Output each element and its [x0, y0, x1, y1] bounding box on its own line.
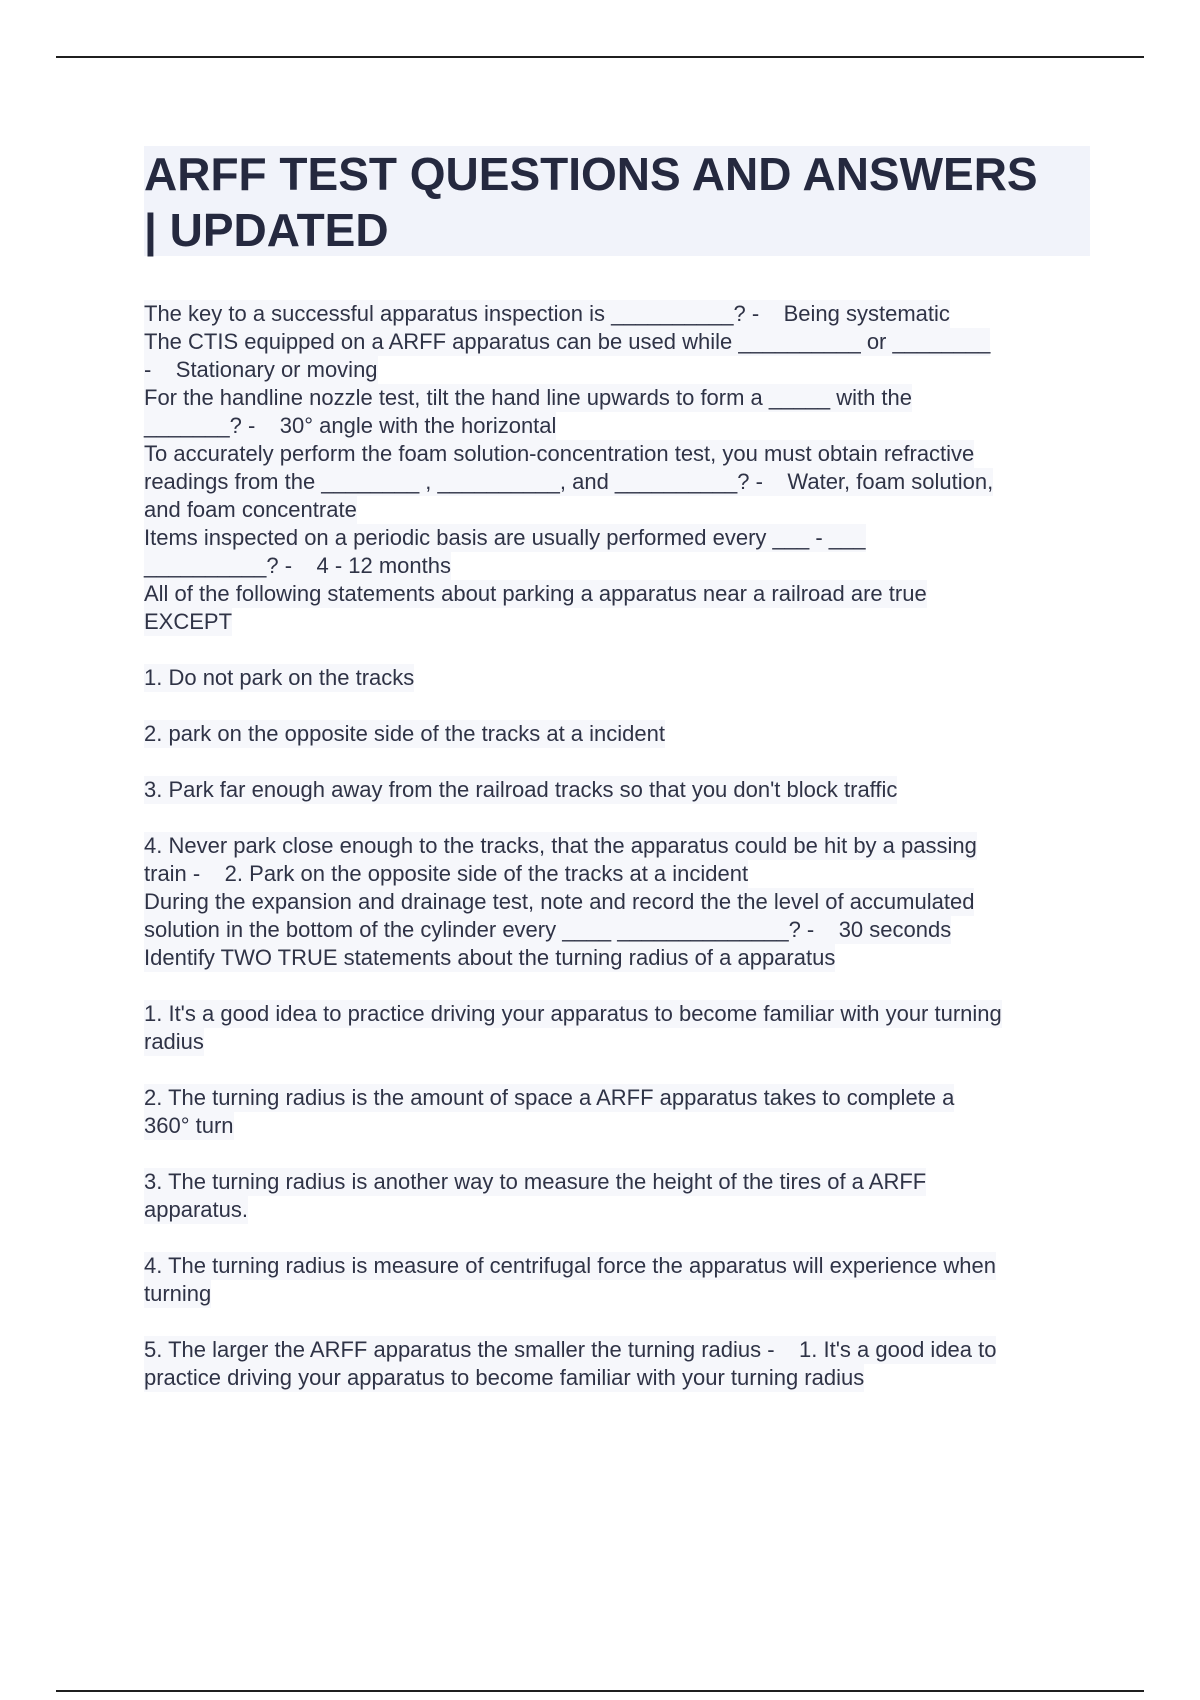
- paragraph-gap: [144, 692, 1094, 720]
- document-title: [144, 146, 1038, 258]
- text-line: apparatus.: [144, 1197, 248, 1222]
- text-line: radius: [144, 1029, 204, 1054]
- title-line-2: | UPDATED: [144, 204, 389, 256]
- text-line: EXCEPT: [144, 609, 233, 634]
- paragraph-gap: [144, 1056, 1094, 1084]
- text-line: readings from the ________ , __________, and __________? - Water, foam solution,: [144, 469, 994, 494]
- text-line: practice driving your apparatus to become familiar with your turning radius: [144, 1365, 865, 1390]
- text-line: 360° turn: [144, 1113, 234, 1138]
- paragraph-gap: [144, 748, 1094, 776]
- paragraph-gap: [144, 1224, 1094, 1252]
- text-line: Identify TWO TRUE statements about the turning radius of a apparatus: [144, 945, 836, 970]
- paragraph-gap: [144, 972, 1094, 1000]
- text-line: solution in the bottom of the cylinder every ____ ______________? - 30 seconds: [144, 917, 952, 942]
- text-line: __________? - 4 - 12 months: [144, 553, 451, 578]
- text-line: 1. It's a good idea to practice driving your apparatus to become familiar with your turning: [144, 1001, 1002, 1026]
- text-line: 3. Park far enough away from the railroad tracks so that you don't block traffic: [144, 777, 898, 802]
- footer-rule: [56, 1690, 1144, 1692]
- text-line: The CTIS equipped on a ARFF apparatus can be used while __________ or ________: [144, 329, 991, 354]
- paragraph-gap: [144, 636, 1094, 664]
- text-line: and foam concentrate: [144, 497, 357, 522]
- text-line: - Stationary or moving: [144, 357, 378, 382]
- text-line: Items inspected on a periodic basis are usually performed every ___ - ___: [144, 525, 866, 550]
- text-line: 4. Never park close enough to the tracks, that the apparatus could be hit by a passing: [144, 833, 977, 858]
- title-line-1: ARFF TEST QUESTIONS AND ANSWERS: [144, 148, 1038, 200]
- text-line: turning: [144, 1281, 212, 1306]
- qa-content: [144, 300, 1094, 1392]
- text-line: 5. The larger the ARFF apparatus the smaller the turning radius - 1. It's a good idea to: [144, 1337, 997, 1362]
- text-line: 4. The turning radius is measure of centrifugal force the apparatus will experience when: [144, 1253, 996, 1278]
- paragraph-gap: [144, 804, 1094, 832]
- text-line: 1. Do not park on the tracks: [144, 665, 415, 690]
- text-line: 2. park on the opposite side of the tracks at a incident: [144, 721, 665, 746]
- text-line: For the handline nozzle test, tilt the hand line upwards to form a _____ with the: [144, 385, 913, 410]
- text-line: To accurately perform the foam solution-concentration test, you must obtain refractive: [144, 441, 975, 466]
- paragraph-gap: [144, 1308, 1094, 1336]
- text-line: 2. The turning radius is the amount of space a ARFF apparatus takes to complete a: [144, 1085, 955, 1110]
- header-rule: [56, 56, 1144, 58]
- text-line: 3. The turning radius is another way to measure the height of the tires of a ARFF: [144, 1169, 927, 1194]
- text-line: _______? - 30° angle with the horizontal: [144, 413, 557, 438]
- text-line: During the expansion and drainage test, note and record the the level of accumulated: [144, 889, 975, 914]
- paragraph-gap: [144, 1140, 1094, 1168]
- text-line: All of the following statements about parking a apparatus near a railroad are true: [144, 581, 927, 606]
- text-line: The key to a successful apparatus inspection is __________? - Being systematic: [144, 301, 950, 326]
- title-block: [144, 146, 1090, 256]
- text-line: train - 2. Park on the opposite side of the tracks at a incident: [144, 861, 749, 886]
